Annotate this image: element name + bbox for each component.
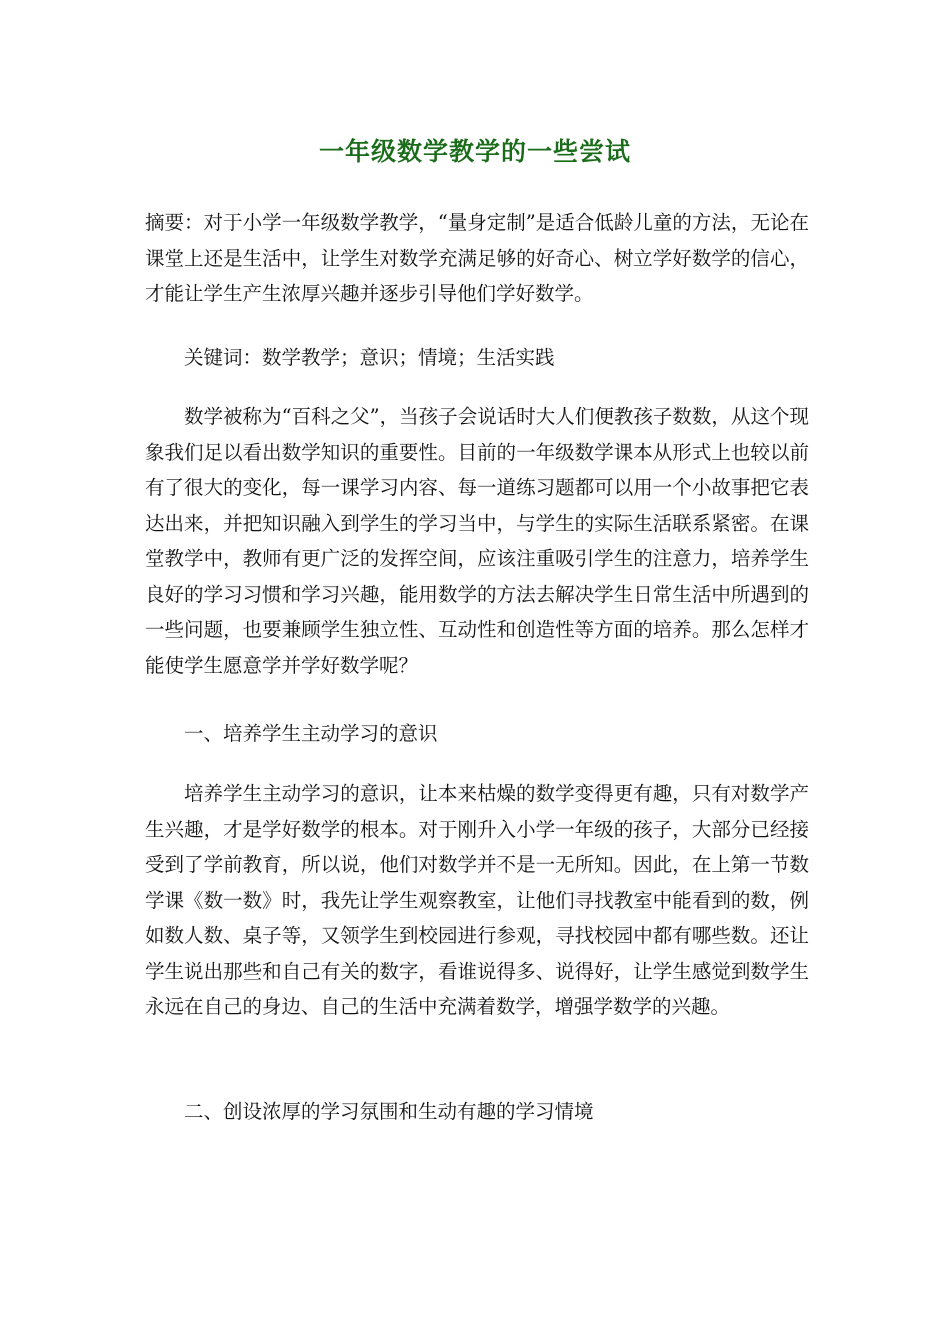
abstract-paragraph: 摘要：对于小学一年级数学教学，“量身定制”是适合低龄儿童的方法，无论在课堂上还是生活中，让学生对数学充满足够的好奇心、树立学好数学的信心，才能让学生产生浓厚兴趣并逐步引导他们学好数学。 <box>145 211 809 305</box>
keywords-line: 关键词：数学教学；意识；情境；生活实践 <box>184 346 555 369</box>
intro-paragraph: 数学被称为“百科之父”，当孩子会说话时大人们便教孩子数数，从这个现象我们足以看出数学知识的重要性。目前的一年级数学课本从形式上也较以前有了很大的变化，每一课学习内容、每一道练习题都可以用一个小故事把它表达出来，并把知识融入到学生的学习当中，与学生的实际生活联系紧密。在课堂教学中，教师有更广泛的发挥空间，应该注重吸引学生的注意力，培养学生良好的学习习惯和学习兴趣，能用数学的方法去解决学生日常生活中所遇到的一些问题，也要兼顾学生独立性、互动性和创造性等方面的培养。那么怎样才能使学生愿意学并学好数学呢？ <box>145 405 809 677</box>
section-heading-1: 一、培养学生主动学习的意识 <box>184 722 438 745</box>
section-1-paragraph: 培养学生主动学习的意识，让本来枯燥的数学变得更有趣，只有对数学产生兴趣，才是学好数学的根本。对于刚升入小学一年级的孩子，大部分已经接受到了学前教育，所以说，他们对数学并不是一无所知。因此，在上第一节数学课《数一数》时，我先让学生观察教室，让他们寻找教室中能看到的数，例如数人数、桌子等，又领学生到校园进行参观，寻找校园中都有哪些数。还让学生说出那些和自己有关的数字，看谁说得多、说得好，让学生感觉到数学生永远在自己的身边、自己的生活中充满着数学，增强学数学的兴趣。 <box>145 782 809 1018</box>
document-title: 一年级数学教学的一些尝试 <box>318 137 631 166</box>
section-heading-2: 二、创设浓厚的学习氛围和生动有趣的学习情境 <box>184 1100 594 1123</box>
